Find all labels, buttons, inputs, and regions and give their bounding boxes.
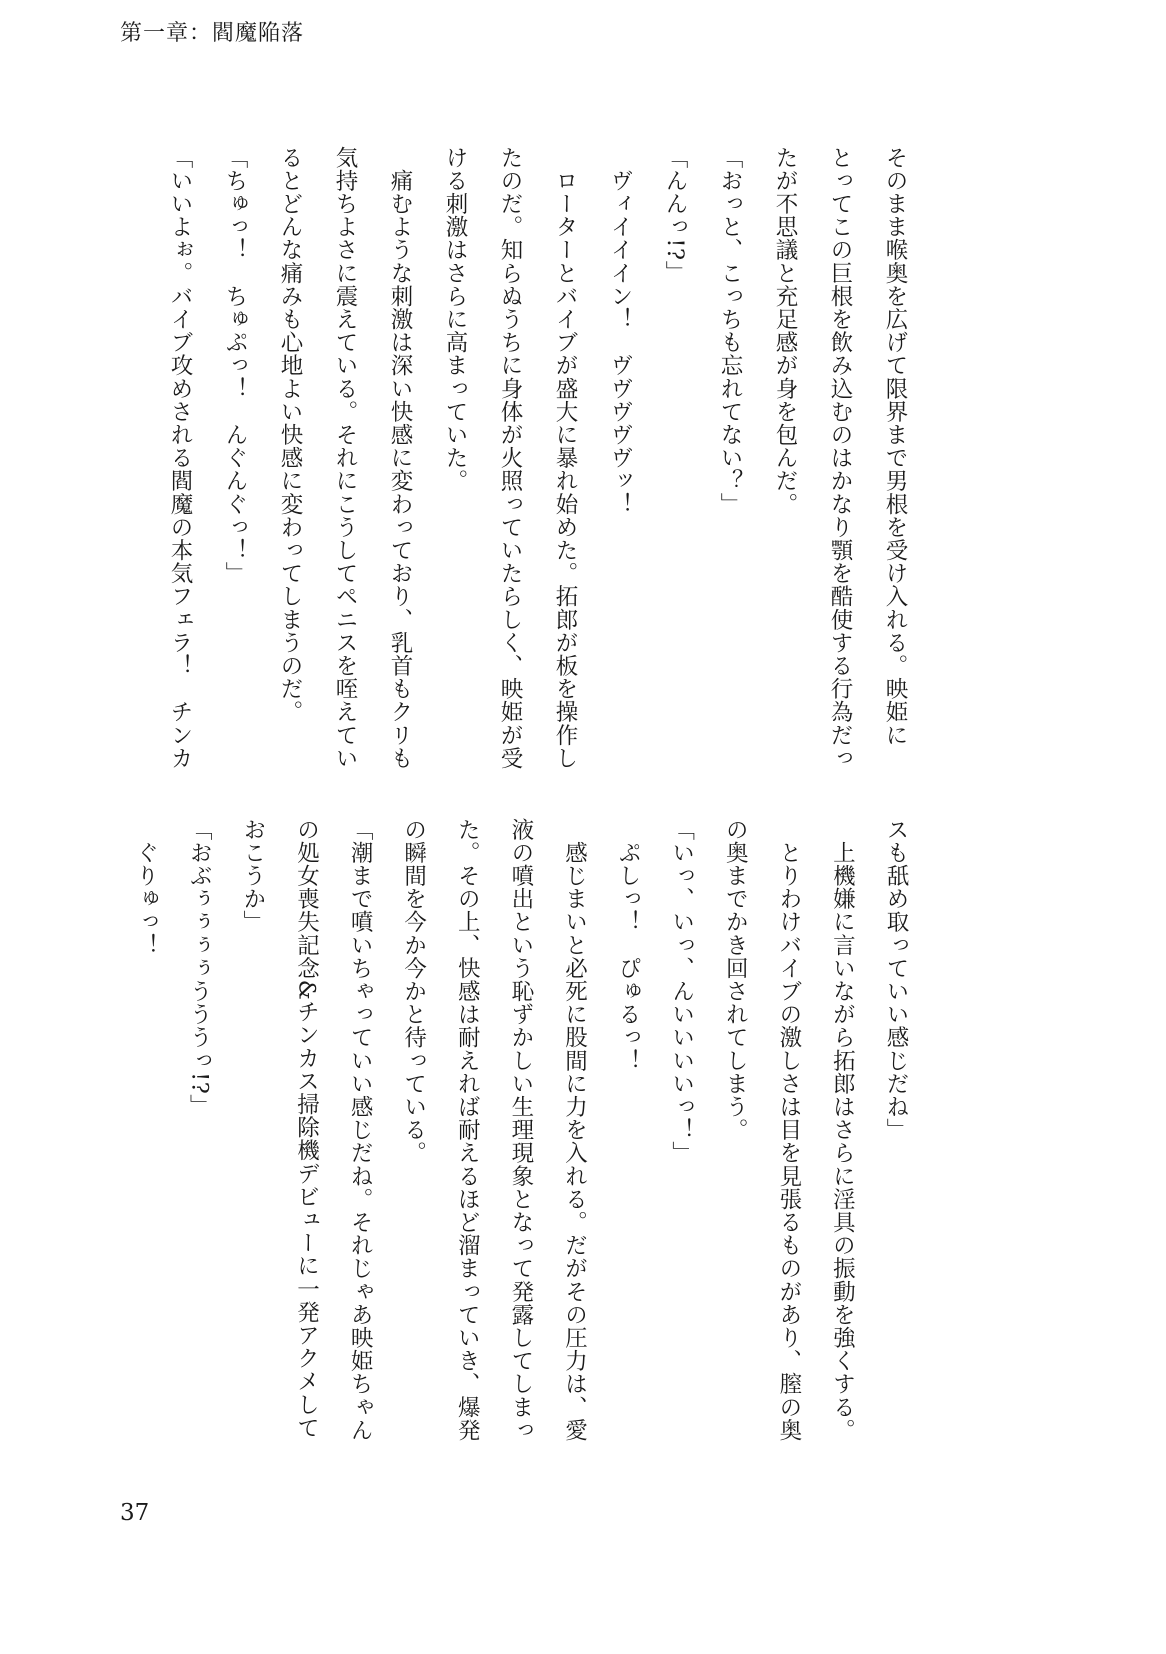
text-column: 「おっと、こっちも忘れてない？」 [717,146,743,516]
text-column: 「潮まで噴いちゃっていい感じだね。それじゃあ映姫ちゃん [347,818,374,1442]
page-number: 37 [120,1500,150,1526]
text-column: ぐりゅっ！ [132,818,159,957]
text-column: 気持ちよさに震えている。それにこうしてペニスを咥えてい [332,146,358,770]
text-column: 「いいよぉ。バイブ攻めされる閻魔の本気フェラ！ チンカ [167,146,193,770]
text-column: ぷしっ！ ぴゅるっ！ [615,818,642,1073]
text-column: とりわけバイブの激しさは目を見張るものがあり、膣の奥 [775,818,802,1442]
text-column: 痛むような刺激は深い快感に変わっており、乳首もクリも [387,146,413,770]
text-column: た。その上、快感は耐えれば耐えるほど溜まっていき、爆発 [454,818,481,1442]
text-column: 液の噴出という恥ずかしい生理現象となって発露してしまっ [507,818,534,1442]
text-column: の奥までかき回されてしまう。 [722,818,749,1142]
text-column: 「ちゅっ！ ちゅぷっ！ んぐんぐっ！」 [222,146,248,585]
text-column: 「いっ、いっ、んいいいいっ！」 [668,818,695,1165]
text-column: たのだ。知らぬうちに身体が火照っていたらしく、映姫が受 [497,146,523,770]
text-column: ローターとバイブが盛大に暴れ始めた。拓郎が板を操作し [552,146,578,770]
text-column: 感じまいと必死に股間に力を入れる。だがその圧力は、愛 [561,818,588,1442]
text-column: ける刺激はさらに高まっていた。 [442,146,468,493]
text-column: 「おぶぅぅぅぅうううっ!?」 [186,818,213,1118]
text-block-top [152,146,922,786]
text-column: 上機嫌に言いながら拓郎はさらに淫具の振動を強くする。 [829,818,856,1442]
text-block-bottom [118,818,922,1498]
text-column: おこうか」 [239,818,266,934]
text-column: るとどんな痛みも心地よい快感に変わってしまうのだ。 [277,146,303,724]
running-head-chapter-title: 第一章：閻魔陥落 [120,21,305,46]
text-column: たが不思議と充足感が身を包んだ。 [772,146,798,516]
text-column: そのまま喉奥を広げて限界まで男根を受け入れる。映姫に [882,146,908,747]
text-column: の処女喪失記念&チンカス掃除機デビューに一発アクメして [293,818,320,1440]
text-column: スも舐め取っていい感じだね」 [883,818,909,1142]
text-column: ヴィイイイン！ ヴヴヴヴヴッ！ [607,146,633,516]
text-column: の瞬間を今か今かと待っている。 [400,818,427,1165]
text-column: 「んんっ!?」 [662,146,688,284]
text-column: とってこの巨根を飲み込むのはかなり顎を酷使する行為だっ [827,146,853,770]
